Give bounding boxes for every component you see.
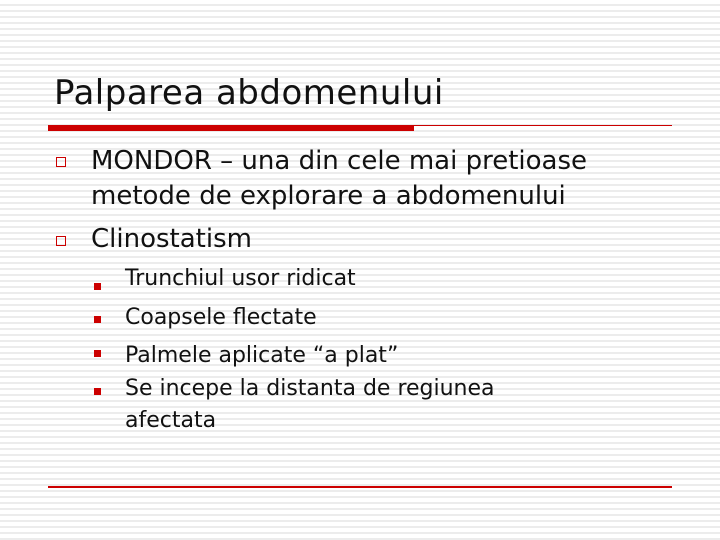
hollow-square-bullet-icon	[56, 236, 66, 246]
sub-bullet-text-line: Palmele aplicate “a plat”	[125, 343, 399, 368]
filled-square-bullet-icon	[94, 283, 101, 290]
slide-title: Palparea abdomenului	[54, 73, 444, 113]
filled-square-bullet-icon	[94, 350, 101, 357]
bullet-text-line: Clinostatism	[91, 224, 252, 254]
filled-square-bullet-icon	[94, 388, 101, 395]
sub-bullet-text-line: Trunchiul usor ridicat	[125, 266, 356, 291]
sub-bullet-text-line: Se incepe la distanta de regiunea	[125, 376, 495, 401]
sub-bullet-text-line: Coapsele flectate	[125, 305, 317, 330]
sub-bullet-text-line: afectata	[125, 408, 217, 433]
hollow-square-bullet-icon	[56, 157, 66, 167]
bullet-text-line: MONDOR – una din cele mai pretioase	[91, 146, 587, 176]
bullet-text-line: metode de explorare a abdomenului	[91, 181, 566, 211]
filled-square-bullet-icon	[94, 316, 101, 323]
bottom-divider	[48, 486, 672, 488]
